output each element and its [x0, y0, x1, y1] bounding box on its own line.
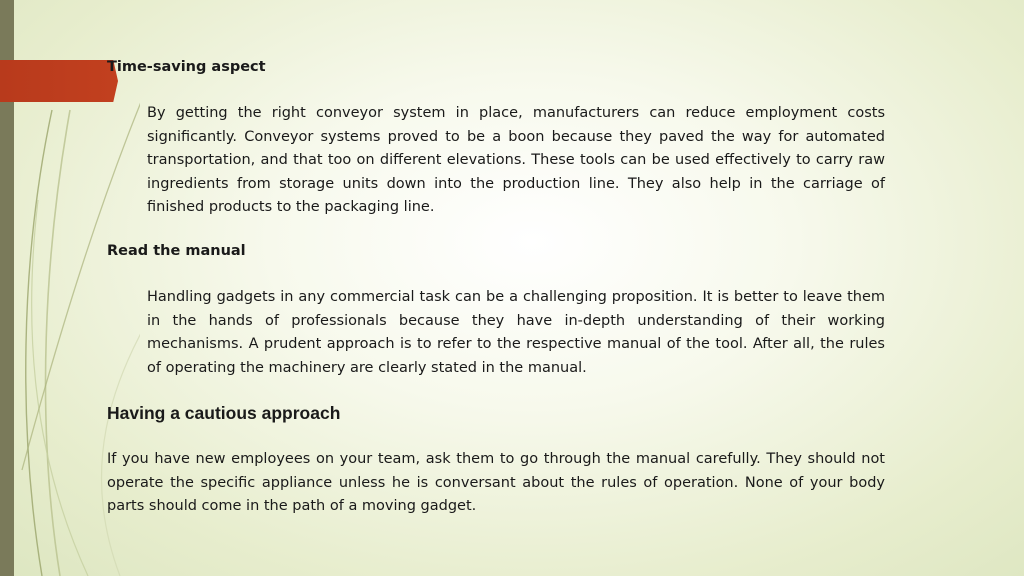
section-heading-time-saving: Time-saving aspect — [107, 59, 266, 75]
section-body-time-saving: By getting the right conveyor system in place, manufacturers can reduce employment costs significantly. Conveyor systems proved to be a boon because they paved the way for automated transportation, and that too on different elevations. These tools can be used effectively to carry raw ingredients from storage units down into the production line. They also help in the carriage of finished products to the packaging line. — [147, 105, 885, 215]
section-body-cautious-approach: If you have new employees on your team, ask them to go through the manual carefully. They should not operate the specific appliance unless he is conversant about the rules of operation. None of your body parts should come in the path of a moving gadget. — [107, 451, 885, 514]
section-heading-read-manual: Read the manual — [107, 243, 246, 259]
section-body-read-manual: Handling gadgets in any commercial task can be a challenging proposition. It is better to leave them in the hands of professionals because they have in-depth understanding of their working mechanisms. A prudent approach is to refer to the respective manual of the tool. After all, the rules of operating the machinery are clearly stated in the manual. — [147, 289, 885, 376]
section-heading-cautious-approach: Having a cautious approach — [107, 403, 341, 423]
